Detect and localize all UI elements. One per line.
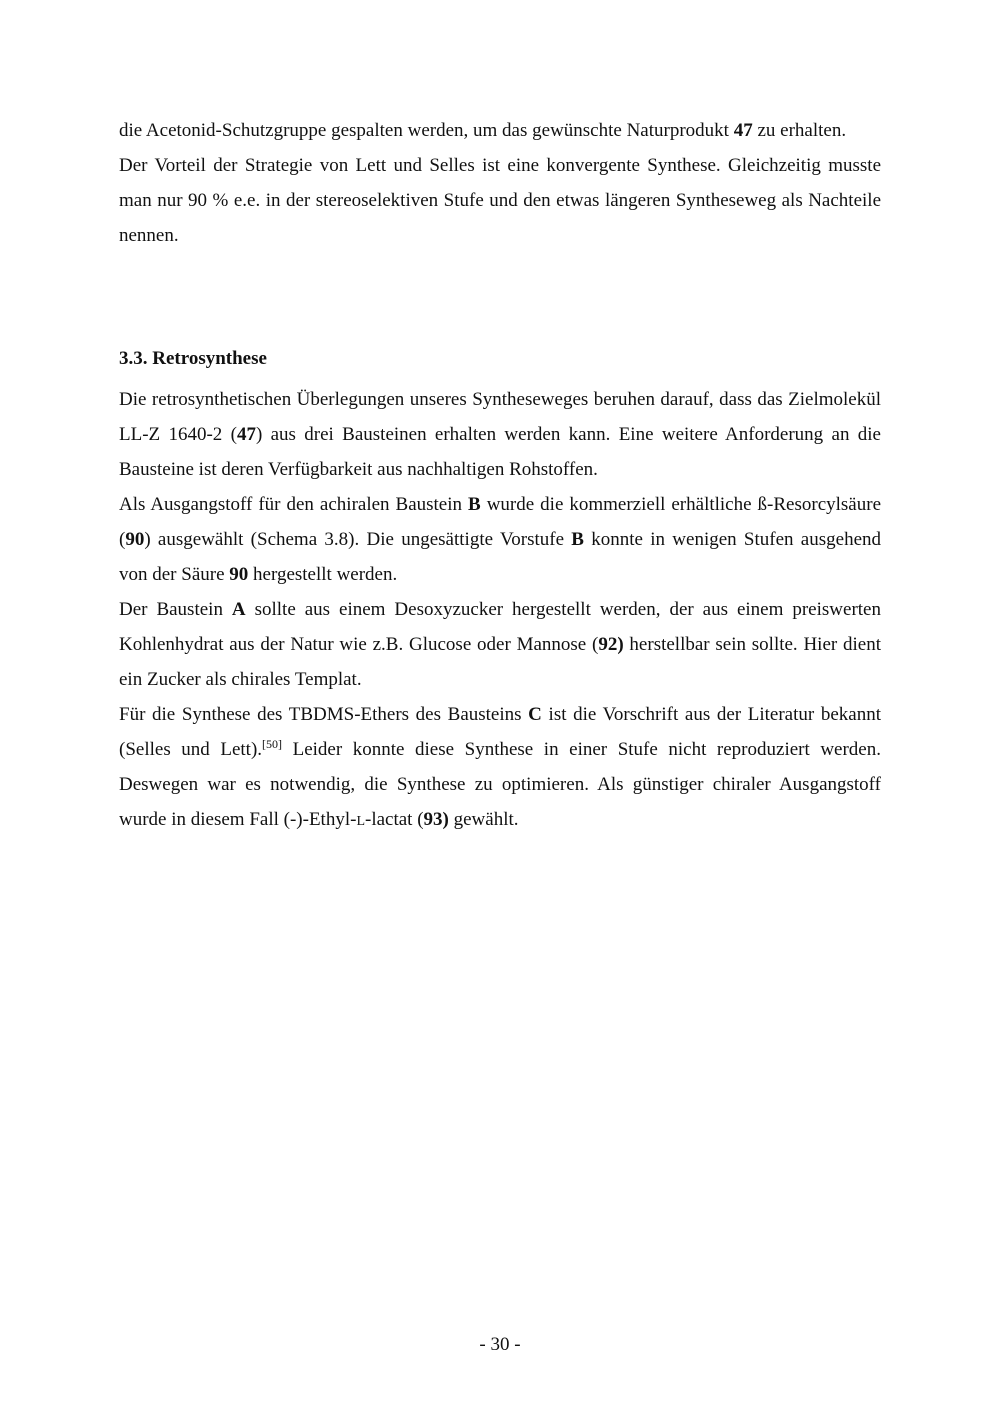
compound-number: 93) [423,809,449,830]
text-run: Für die Synthese des TBDMS-Ethers des Bausteins [119,704,529,725]
building-block-label: B [571,529,584,550]
text-run: Die retrosynthetischen Überlegungen unseres Syntheseweges beruhen darauf, dass das Zielmolekül LL-Z 1640-2 ( [119,389,881,445]
intro-paragraph-1 [119,113,881,148]
section-body [119,382,881,839]
text-run: hergestellt werden. [248,564,398,585]
compound-number: 47 [236,424,256,445]
text-run: sollte aus einem Desoxyzucker hergestellt werden, der aus einem preiswerten Kohlenhydrat aus der Natur wie z.B. Glucose oder Mannose ( [119,599,881,655]
text-run: Als Ausgangstoff für den achiralen Baustein [119,494,469,515]
section-paragraph-2 [119,487,881,592]
section-paragraph-4 [119,697,881,839]
intro-text [119,113,881,253]
building-block-label: A [231,599,246,620]
section-paragraph-1 [119,382,881,487]
intro-paragraph-2: Der Vorteil der Strategie von Lett und Selles ist eine konvergente Synthese. Gleichzeitig musste man nur 90 % e.e. in der stereoselektiven Stufe und den etwas längeren Syntheseweg als Nachteile nennen. [119,155,881,246]
building-block-label: C [528,704,542,725]
text-run: konnte in wenigen Stufen ausgehend von der Säure [119,529,881,585]
text-run: zu erhalten. [752,120,847,141]
compound-number: 90 [229,564,249,585]
text-run: wurde die kommerziell erhältliche ß-Resorcylsäure ( [119,494,881,550]
text-run: die Acetonid-Schutzgruppe gespalten werden, um das gewünschte Naturprodukt [119,120,734,141]
text-run: Der Baustein [119,599,232,620]
text-run: Leider konnte diese Synthese in einer Stufe nicht reproduziert werden. Deswegen war es notwendig, die Synthese zu optimieren. Als günstiger chiraler Ausgangstoff wurde in diesem Fall (-)-Ethyl- [119,739,881,830]
text-run: ) aus drei Bausteinen erhalten werden kann. Eine weitere Anforderung an die Bausteine ist deren Verfügbarkeit aus nachhaltigen Rohstoffen. [119,424,881,480]
text-run: ) ausgewählt (Schema 3.8). Die ungesättigte Vorstufe [144,529,572,550]
section-heading: 3.3. Retrosynthese [119,348,267,369]
compound-number: 92) [598,634,624,655]
text-run: ist die Vorschrift aus der Literatur bekannt (Selles und Lett). [119,704,881,760]
small-caps-letter: L [356,814,365,829]
section-paragraph-3 [119,592,881,697]
text-run: gewählt. [448,809,519,830]
compound-number: 90 [125,529,145,550]
compound-number: 47 [733,120,753,141]
building-block-label: B [468,494,481,515]
text-run: herstellbar sein sollte. Hier dient ein Zucker als chirales Templat. [119,634,881,690]
page-number: - 30 - [479,1334,521,1355]
citation-reference: [50] [262,737,283,751]
text-run: -lactat ( [365,809,424,830]
